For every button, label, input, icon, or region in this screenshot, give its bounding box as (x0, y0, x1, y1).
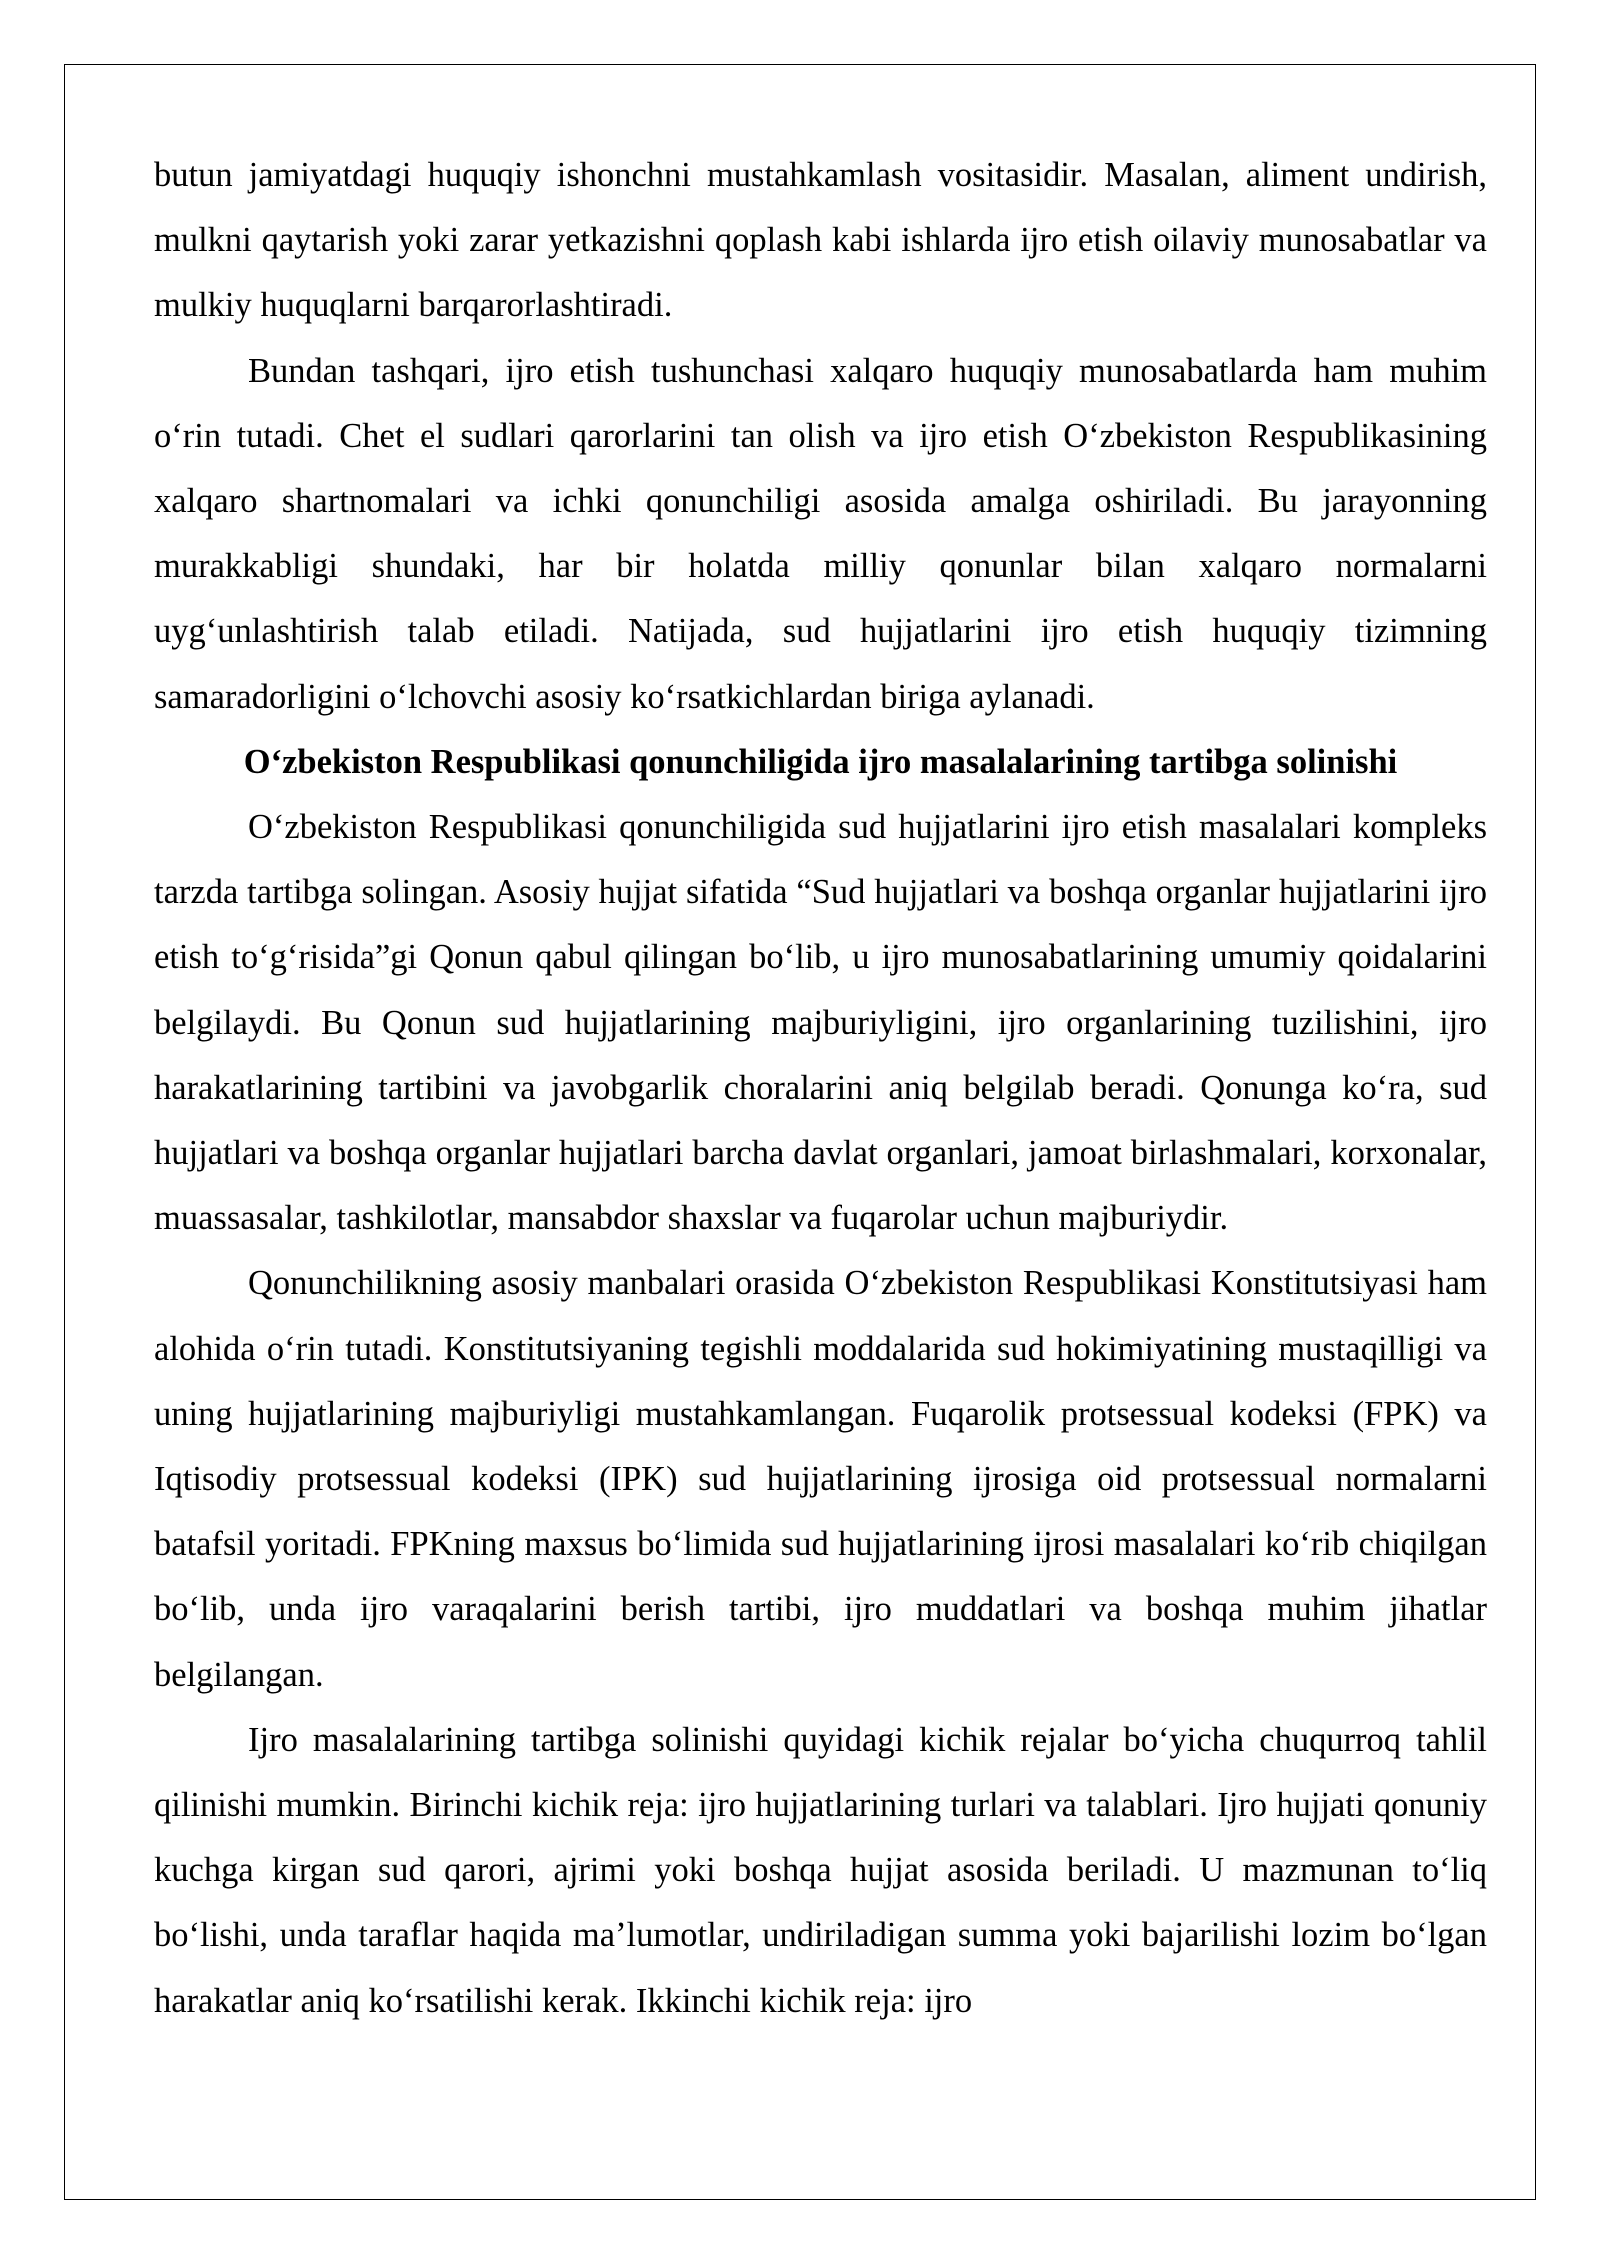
document-body (154, 143, 1487, 2034)
paragraph-legislation-sources: Qonunchilikning asosiy manbalari orasida Oʻzbekiston Respublikasi Konstitutsiyasi ham alohida oʻrin tutadi. Konstitutsiyaning tegishli moddalarida sud hokimiyatining mustaqilligi va uning hujjatlarining majburiyligi mustahkamlangan. Fuqarolik protsessual kodeksi (FPK) va Iqtisodiy protsessual kodeksi (IPK) sud hujjatlarining ijrosiga oid protsessual normalarni batafsil yoritadi. FPKning maxsus boʻlimida sud hujjatlarining ijrosi masalalari koʻrib chiqilgan boʻlib, unda ijro varaqalarini berish tartibi, ijro muddatlari va boshqa muhim jihatlar belgilangan. (154, 1264, 1487, 1694)
paragraph-continuation: butun jamiyatdagi huquqiy ishonchni mustahkamlash vositasidir. Masalan, aliment undirish, mulkni qaytarish yoki zarar yetkazishni qoplash kabi ishlarda ijro etish oilaviy munosabatlar va mulkiy huquqlarni barqarorlashtiradi. (154, 156, 1487, 325)
paragraph-international-enforcement: Bundan tashqari, ijro etish tushunchasi xalqaro huquqiy munosabatlarda ham muhim oʻrin tutadi. Chet el sudlari qarorlarini tan olish va ijro etish Oʻzbekiston Respublikasining xalqaro shartnomalari va ichki qonunchiligi asosida amalga oshiriladi. Bu jarayonning murakkabligi shundaki, har bir holatda milliy qonunlar bilan xalqaro normalarni uygʻunlashtirish talab etiladi. Natijada, sud hujjatlarini ijro etish huquqiy tizimning samaradorligini oʻlchovchi asosiy koʻrsatkichlardan biriga aylanadi. (154, 351, 1487, 716)
section-heading: Oʻzbekiston Respublikasi qonunchiligida ijro masalalarining tartibga solinishi (243, 742, 1398, 781)
paragraph-legislation-overview: Oʻzbekiston Respublikasi qonunchiligida sud hujjatlarini ijro etish masalalari kompleks tarzda tartibga solingan. Asosiy hujjat sifatida “Sud hujjatlari va boshqa organlar hujjatlarini ijro etish toʻgʻrisida”gi Qonun qabul qilingan boʻlib, u ijro munosabatlarining umumiy qoidalarini belgilaydi. Bu Qonun sud hujjatlarining majburiyligini, ijro organlarining tuzilishini, ijro harakatlarining tartibini va javobgarlik choralarini aniq belgilab beradi. Qonunga koʻra, sud hujjatlari va boshqa organlar hujjatlari barcha davlat organlari, jamoat birlashmalari, korxonalar, muassasalar, tashkilotlar, mansabdor shaxslar va fuqarolar uchun majburiydir. (154, 808, 1487, 1238)
paragraph-sub-plans: Ijro masalalarining tartibga solinishi quyidagi kichik rejalar boʻyicha chuqurroq tahlil qilinishi mumkin. Birinchi kichik reja: ijro hujjatlarining turlari va talablari. Ijro hujjati qonuniy kuchga kirgan sud qarori, ajrimi yoki boshqa hujjat asosida beriladi. U mazmunan toʻliq boʻlishi, unda taraflar haqida maʼlumotlar, undiriladigan summa yoki bajarilishi lozim boʻlgan harakatlar aniq koʻrsatilishi kerak. Ikkinchi kichik reja: ijro (154, 1720, 1487, 2020)
